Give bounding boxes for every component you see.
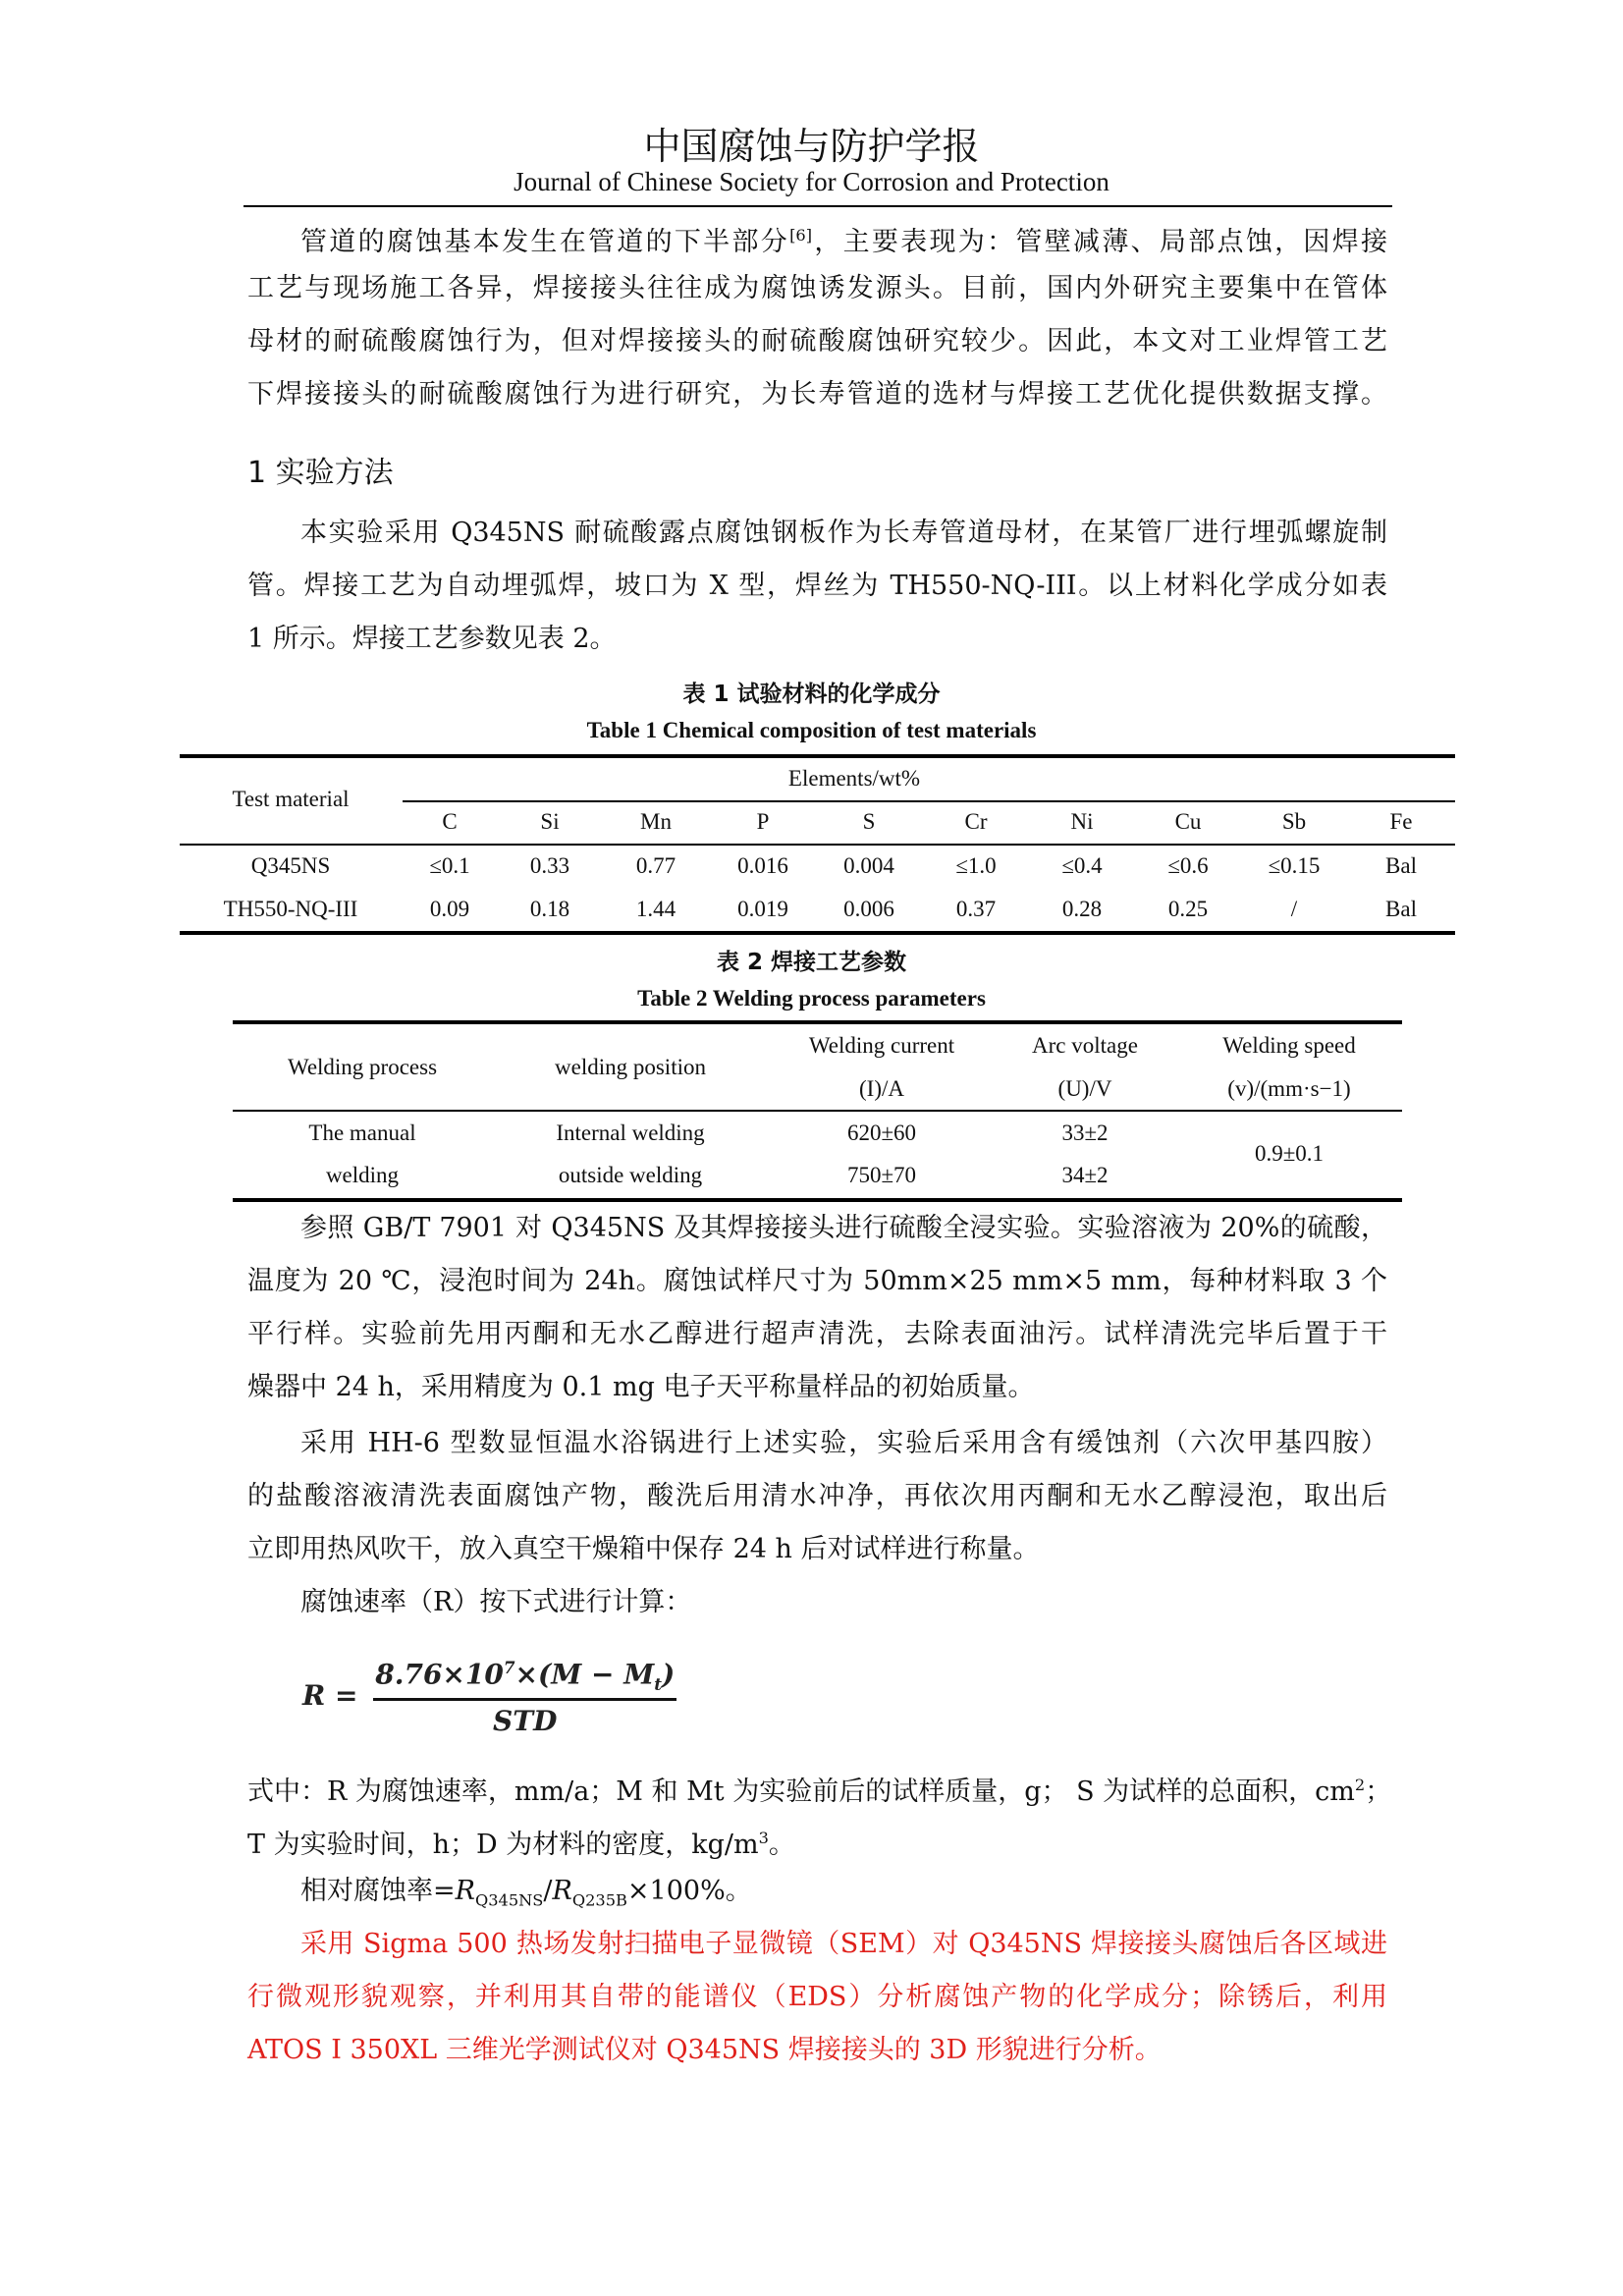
table1-column-header: Cu	[1174, 809, 1202, 834]
test-line: 燥器中 24 h，采用精度为 0.1 mg 电子天平称量样品的初始质量。	[247, 1372, 1035, 1402]
test-line: 温度为 20 ℃，浸泡时间为 24h。腐蚀试样尺寸为 50mm×25 mm×5 mm，每种材料取 3 个	[247, 1266, 1387, 1296]
table1-cell: 0.33	[529, 853, 570, 878]
intro-line: 下焊接接头的耐硫酸腐蚀行为进行研究，为长寿管道的选材与焊接工艺优化提供数据支撑。	[247, 379, 1387, 410]
bath-line: 采用 HH-6 型数显恒温水浴锅进行上述实验，实验后采用含有缓蚀剂（六次甲基四胺）	[300, 1428, 1387, 1458]
table1-cell: ≤0.1	[429, 853, 470, 878]
t2-cell: Internal welding	[556, 1121, 705, 1145]
where-line: T 为实验时间，h；D 为材料的密度，$kg/m^3$。	[247, 1829, 795, 1860]
table1-cell: ≤0.4	[1061, 853, 1103, 878]
table1-cell: Bal	[1385, 897, 1417, 921]
method-line: 本实验采用 Q345NS 耐硫酸露点腐蚀钢板作为长寿管道母材，在某管厂进行埋弧螺旋制	[300, 518, 1387, 548]
table2-header-rule	[233, 1110, 1402, 1112]
t2-cell: 620±60	[846, 1121, 917, 1145]
red-line: 行微观形貌观察，并利用其自带的能谱仪（EDS）分析腐蚀产物的化学成分；除锈后，利用	[247, 1982, 1387, 2012]
intro-line: 管道的腐蚀基本发生在管道的下半部分[6]，主要表现为：管壁减薄、局部点蚀，因焊接	[300, 226, 1388, 257]
t2-header: Welding current	[808, 1033, 955, 1058]
table1-cell: 0.37	[955, 897, 997, 921]
table1-caption-en: Table 1 Chemical composition of test materials	[586, 718, 1037, 742]
bath-line: 的盐酸溶液清洗表面腐蚀产物，酸洗后用清水冲净，再依次用丙酮和无水乙醇浸泡，取出后	[247, 1481, 1387, 1511]
table1-cell: 0.18	[529, 897, 570, 921]
table1-column-header: Sb	[1281, 809, 1307, 834]
table1-sub-rule	[403, 800, 1455, 802]
table1-cell: Bal	[1385, 853, 1417, 878]
table2-caption-en: Table 2 Welding process parameters	[637, 986, 986, 1011]
table1-header-rule	[180, 844, 1455, 846]
formula-denominator: STD	[493, 1704, 558, 1737]
table1-cell: 0.09	[429, 897, 470, 921]
table1-bottom-rule	[180, 931, 1455, 935]
section-heading: 1 实验方法	[247, 456, 394, 490]
journal-title-en: Journal of Chinese Society for Corrosion and Protection	[514, 167, 1109, 196]
header-rule	[243, 205, 1392, 207]
table1-caption-cn: 表 1 试验材料的化学成分	[682, 682, 941, 707]
t2-header: Welding process	[287, 1055, 438, 1079]
t2-header: Arc voltage	[1032, 1033, 1138, 1058]
table1-column-header: Ni	[1070, 809, 1094, 834]
t2-cell: welding	[325, 1163, 400, 1187]
table1-top-rule	[180, 754, 1455, 758]
table1-group-header: Elements/wt%	[787, 766, 921, 791]
corrosion-rate-formula	[302, 1658, 676, 1737]
formula-numerator: $8.76\times 10^7\times(M - M_t)$	[373, 1658, 676, 1701]
t2-cell: 34±2	[1061, 1163, 1109, 1187]
table1-column-header: Fe	[1389, 809, 1413, 834]
table2-bottom-rule	[233, 1198, 1402, 1202]
intro-line: 工艺与现场施工各异，焊接接头往往成为腐蚀诱发源头。目前，国内外研究主要集中在管体	[247, 273, 1387, 303]
test-line: 平行样。实验前先用丙酮和无水乙醇进行超声清洗，去除表面油污。试样清洗完毕后置于干	[247, 1319, 1387, 1349]
t2-cell: 33±2	[1061, 1121, 1109, 1145]
table1-cell: ≤0.6	[1167, 853, 1209, 878]
intro-line: 母材的耐硫酸腐蚀行为，但对焊接接头的耐硫酸腐蚀研究较少。因此，本文对工业焊管工艺	[247, 326, 1387, 356]
red-line: ATOS I 350XL 三维光学测试仪对 Q345NS 焊接接头的 3D 形貌进行分析。	[247, 2035, 1162, 2065]
table1-cell: 0.016	[737, 853, 788, 878]
table1-column-header: Cr	[964, 809, 988, 834]
formula-lhs: R =	[302, 1678, 358, 1712]
t2-cell: 750±70	[846, 1163, 917, 1187]
test-line: 参照 GB/T 7901 对 Q345NS 及其焊接接头进行硫酸全浸实验。实验溶液为 20%的硫酸，	[300, 1213, 1387, 1243]
table1-cell: /	[1290, 897, 1298, 921]
table1-column-header: P	[756, 809, 770, 834]
table1-column-header: C	[442, 809, 458, 834]
method-line: 1 所示。焊接工艺参数见表 2。	[247, 624, 617, 654]
t2-cell: outside welding	[558, 1163, 703, 1187]
table1-row-header: Test material	[232, 787, 350, 811]
table1-column-header: Mn	[640, 809, 672, 834]
where-line: 式中：R 为腐蚀速率，mm/a；M 和 Mt 为实验前后的试样质量，g； S 为试样的总面积，$cm^2$；	[247, 1776, 1392, 1807]
table1-cell: 0.77	[635, 853, 676, 878]
t2-header: welding position	[555, 1055, 706, 1079]
table2-top-rule	[233, 1020, 1402, 1024]
table1-cell: 0.25	[1167, 897, 1209, 921]
table1-cell: 0.006	[843, 897, 894, 921]
t2-cell: 0.9±0.1	[1254, 1141, 1325, 1166]
journal-title-cn: 中国腐蚀与防护学报	[643, 125, 980, 168]
t2-header: (v)/(mm·s−1)	[1227, 1076, 1351, 1101]
t2-cell: The manual	[308, 1121, 416, 1145]
t2-header: (U)/V	[1057, 1076, 1112, 1101]
red-line: 采用 Sigma 500 热场发射扫描电子显微镜（SEM）对 Q345NS 焊接接头腐蚀后各区域进	[300, 1929, 1387, 1959]
table1-cell: 0.004	[843, 853, 894, 878]
table1-cell: 0.28	[1061, 897, 1103, 921]
table1-row-name: Q345NS	[250, 853, 331, 878]
table1-column-header: S	[862, 809, 876, 834]
table1-cell: 0.019	[737, 897, 788, 921]
table1-row-name: TH550-NQ-III	[223, 897, 358, 921]
table1-cell: ≤1.0	[955, 853, 997, 878]
table1-cell: 1.44	[635, 897, 676, 921]
table1-column-header: Si	[540, 809, 560, 834]
table2-caption-cn: 表 2 焊接工艺参数	[716, 950, 907, 975]
t2-header: (I)/A	[859, 1076, 904, 1101]
rate-intro: 腐蚀速率（R）按下式进行计算：	[300, 1587, 692, 1617]
relative-rate: 相对腐蚀率$=R_{Q345NS}/R_{Q235B}\times 100\%$。	[300, 1876, 752, 1910]
t2-header: Welding speed	[1222, 1033, 1356, 1058]
bath-line: 立即用热风吹干，放入真空干燥箱中保存 24 h 后对试样进行称量。	[247, 1534, 1040, 1564]
table1-cell: ≤0.15	[1268, 853, 1321, 878]
method-line: 管。焊接工艺为自动埋弧焊，坡口为 X 型，焊丝为 TH550-NQ-III。以上材料化学成分如表	[247, 571, 1387, 601]
